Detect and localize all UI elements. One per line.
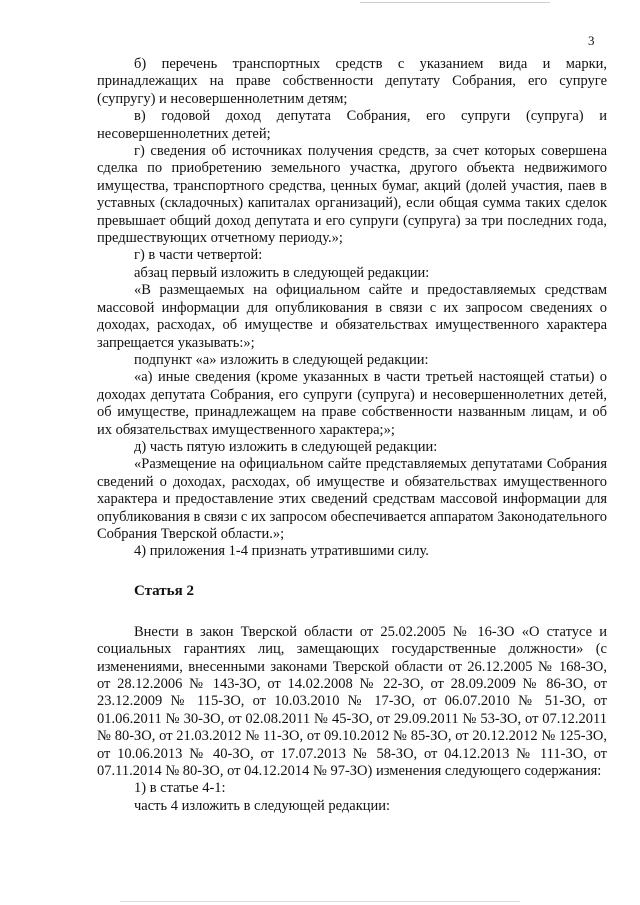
paragraph-quote-placement-website: «Размещение на официальном сайте представляемых депутатами Собрания сведений о доходах, расходах, об имуществе и обязательствах имущественного характера и предоставление этих сведений средствам массовой информации для опубликования в связи с их запросом обеспечивается аппаратом Законодательного Собрания Тверской области.»; [97, 456, 607, 542]
paragraph-g-sources: г) сведения об источниках получения средств, за счет которых совершена сделка по приобретению земельного участка, другого объекта недвижимого имущества, транспортного средства, ценных бумаг, акций (долей участия, паев в уставных (складочных) капиталах организаций), если общая сумма таких сделок превышает общий доход депутата и его супруги (супруга) за три последних года, предшествующих отчетному периоду.»; [97, 143, 607, 247]
paragraph-amend-law: Внести в закон Тверской области от 25.02.2005 № 16-ЗО «О статусе и социальных гарантиях лиц, замещающих государственные должности» (с изменениями, внесенными законами Тверской области от 26.12.2005 № 168-ЗО, от 28.12.2006 № 143-ЗО, от 14.02.2008 № 22-ЗО, от 28.09.2009 № 86-ЗО, от 23.12.2009 № 115-ЗО, от 10.03.2010 № 17-ЗО, от 06.07.2010 № 51-ЗО, от 01.06.2011 № 30-ЗО, от 02.08.2011 № 45-ЗО, от 29.09.2011 № 53-ЗО, от 07.12.2011 № 80-ЗО, от 21.03.2012 № 11-ЗО, от 09.10.2012 № 85-ЗО, от 20.12.2012 № 125-ЗО, от 10.06.2013 № 40-ЗО, от 17.07.2013 № 58-ЗО, от 04.12.2013 № 111-ЗО, от 07.11.2014 № 80-ЗО, от 04.12.2014 № 97-ЗО) изменения следующего содержания: [97, 623, 607, 780]
scan-bottom-line [120, 901, 520, 902]
paragraph-v-income: в) годовой доход депутата Собрания, его супруги (супруга) и несовершеннолетних детей; [97, 108, 607, 142]
paragraph-g-part-four: г) в части четвертой: [134, 247, 263, 264]
paragraph-quote-placement: «В размещаемых на официальном сайте и предоставляемых средствам массовой информации для опубликования в связи с их запросом сведениях о доходах, расходах, об имуществе и обязательствах имущественного характера запрещается указывать:»; [97, 282, 607, 351]
paragraph-article-4-1: 1) в статье 4-1: [134, 780, 226, 797]
page-number: 3 [588, 33, 595, 48]
document-body [97, 56, 607, 815]
paragraph-part-4: часть 4 изложить в следующей редакции: [134, 797, 391, 814]
paragraph-b-vehicles: б) перечень транспортных средств с указанием вида и марки, принадлежащих на праве собственности депутату Собрания, его супруге (супругу) и несовершеннолетним детям; [97, 56, 607, 107]
paragraph-subpoint-a: подпункт «а» изложить в следующей редакции: [134, 351, 429, 368]
paragraph-quote-a: «а) иные сведения (кроме указанных в части третьей настоящей статьи) о доходах депутата Собрания, его супруги (супруга) и несовершеннолетних детей, об имуществе, принадлежащем на праве собственности названным лицам, и об их обязательствах имущественного характера;»; [97, 369, 607, 438]
scan-edge-line [360, 2, 550, 3]
paragraph-first-abzac: абзац первый изложить в следующей редакции: [134, 264, 430, 281]
paragraph-d-part-five: д) часть пятую изложить в следующей редакции: [134, 438, 438, 455]
paragraph-4-annexes: 4) приложения 1-4 признать утратившими силу. [134, 543, 429, 560]
article-heading: Статья 2 [134, 582, 194, 599]
